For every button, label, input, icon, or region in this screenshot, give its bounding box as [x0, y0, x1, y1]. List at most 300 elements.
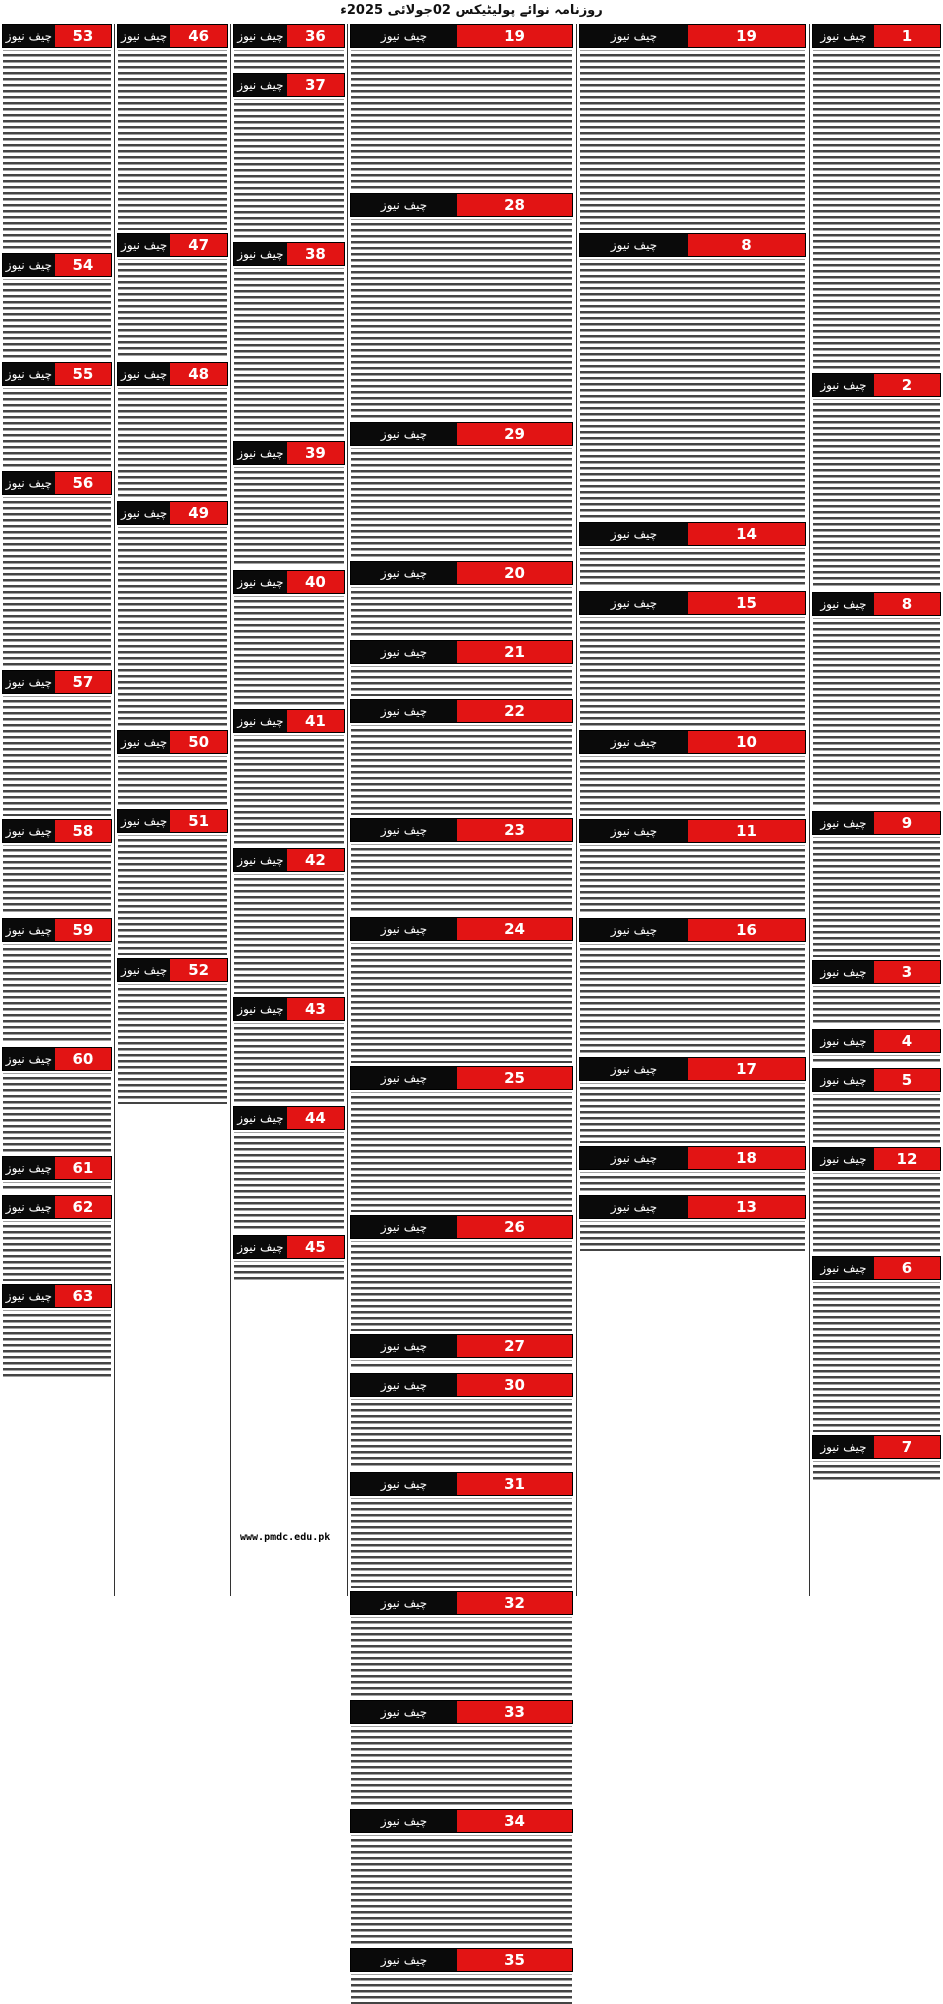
news-label: چیف نیوز — [234, 571, 287, 593]
news-label: چیف نیوز — [813, 1030, 874, 1052]
news-body-text — [579, 48, 806, 230]
news-item — [579, 918, 806, 1054]
news-number: 9 — [874, 812, 940, 834]
news-item — [2, 670, 112, 816]
news-body-text — [350, 1090, 573, 1212]
news-number: 51 — [170, 810, 227, 832]
news-body-text — [233, 1130, 345, 1232]
news-body-text — [2, 495, 112, 667]
news-body-text — [233, 465, 345, 567]
news-item-header — [350, 24, 573, 48]
news-item — [350, 24, 573, 190]
news-number: 50 — [170, 731, 227, 753]
news-item-header — [579, 591, 806, 615]
news-label: چیف نیوز — [118, 234, 170, 256]
news-body-text — [2, 386, 112, 468]
news-label: چیف نیوز — [351, 562, 457, 584]
news-label: چیف نیوز — [580, 592, 688, 614]
news-number: 39 — [287, 442, 344, 464]
news-body-text — [350, 1358, 573, 1370]
news-item — [233, 1235, 345, 1281]
news-number: 54 — [55, 254, 111, 276]
news-body-text — [2, 694, 112, 816]
news-number: 36 — [287, 25, 344, 47]
news-item — [350, 561, 573, 637]
news-item — [117, 958, 228, 1104]
news-column-3 — [350, 24, 573, 1969]
news-item — [2, 819, 112, 915]
column-divider — [576, 24, 577, 1596]
news-item-header — [350, 1809, 573, 1833]
news-number: 29 — [457, 423, 572, 445]
news-label: چیف نیوز — [118, 363, 170, 385]
news-body-text — [2, 843, 112, 915]
news-label: چیف نیوز — [351, 25, 457, 47]
column-divider — [809, 24, 810, 1596]
news-body-text — [233, 97, 345, 239]
news-item — [233, 848, 345, 994]
news-body-text — [350, 723, 573, 815]
news-column-5 — [233, 24, 345, 1596]
news-label: چیف نیوز — [813, 812, 874, 834]
news-body-text — [579, 546, 806, 588]
news-item — [117, 233, 228, 359]
news-item-header — [579, 522, 806, 546]
news-number: 46 — [170, 25, 227, 47]
news-item — [579, 233, 806, 519]
news-body-text — [117, 525, 228, 727]
news-item — [233, 1106, 345, 1232]
news-label: چیف نیوز — [580, 731, 688, 753]
news-item — [579, 730, 806, 816]
news-number: 26 — [457, 1216, 572, 1238]
news-number: 5 — [874, 1069, 940, 1091]
news-item — [812, 373, 941, 589]
news-label: چیف نیوز — [351, 1374, 457, 1396]
news-item — [2, 253, 112, 359]
news-item-header — [233, 848, 345, 872]
news-number: 56 — [55, 472, 111, 494]
news-body-text — [233, 1021, 345, 1103]
news-body-text — [579, 615, 806, 727]
news-label: چیف نیوز — [234, 849, 287, 871]
news-item — [579, 1195, 806, 1251]
news-item-header — [2, 1195, 112, 1219]
news-label: چیف نیوز — [351, 918, 457, 940]
news-column-7 — [2, 24, 112, 1596]
news-label: چیف نیوز — [351, 819, 457, 841]
news-column-6 — [117, 24, 228, 1596]
news-label: چیف نیوز — [580, 234, 688, 256]
news-label: چیف نیوز — [351, 641, 457, 663]
news-item-header — [233, 1235, 345, 1259]
news-item — [350, 1215, 573, 1331]
column-divider — [347, 24, 348, 1596]
news-label: چیف نیوز — [351, 1335, 457, 1357]
news-item-header — [812, 1256, 941, 1280]
news-number: 2 — [874, 374, 940, 396]
news-label: چیف نیوز — [351, 1592, 457, 1614]
news-item — [350, 1591, 573, 1697]
news-number: 49 — [170, 502, 227, 524]
news-label: چیف نیوز — [118, 959, 170, 981]
news-item — [579, 522, 806, 588]
news-item-header — [812, 373, 941, 397]
news-item-header — [812, 1029, 941, 1053]
news-label: چیف نیوز — [234, 998, 287, 1020]
news-body-text — [579, 754, 806, 816]
news-label: چیف نیوز — [3, 1157, 55, 1179]
news-label: چیف نیوز — [813, 1436, 874, 1458]
news-item-header — [579, 1146, 806, 1170]
news-body-text — [233, 1259, 345, 1281]
news-item — [233, 709, 345, 845]
news-item-header — [2, 819, 112, 843]
news-item-header — [350, 1948, 573, 1972]
news-item-header — [350, 1373, 573, 1397]
news-column-2 — [579, 24, 806, 1596]
news-body-text — [812, 1171, 941, 1253]
news-body-text — [350, 446, 573, 558]
news-number: 40 — [287, 571, 344, 593]
news-label: چیف نیوز — [234, 710, 287, 732]
news-item — [350, 699, 573, 815]
news-body-text — [2, 1219, 112, 1281]
news-item-header — [2, 362, 112, 386]
news-number: 27 — [457, 1335, 572, 1357]
news-item-header — [117, 233, 228, 257]
news-item — [812, 1256, 941, 1432]
news-body-text — [812, 397, 941, 589]
news-item-header — [350, 422, 573, 446]
news-number: 20 — [457, 562, 572, 584]
news-label: چیف نیوز — [3, 820, 55, 842]
news-body-text — [812, 48, 941, 370]
news-body-text — [350, 842, 573, 914]
news-body-text — [350, 48, 573, 190]
news-item-header — [117, 24, 228, 48]
news-body-text — [350, 1496, 573, 1588]
news-item — [350, 1334, 573, 1370]
news-item — [579, 591, 806, 727]
news-item-header — [117, 730, 228, 754]
news-label: چیف نیوز — [118, 25, 170, 47]
news-number: 11 — [688, 820, 805, 842]
news-body-text — [2, 277, 112, 359]
news-item-header — [233, 709, 345, 733]
news-body-text — [350, 1833, 573, 1945]
news-item — [812, 1029, 941, 1065]
news-body-text — [233, 872, 345, 994]
news-item-header — [579, 24, 806, 48]
news-item-header — [233, 24, 345, 48]
news-item — [2, 1195, 112, 1281]
news-item — [812, 1435, 941, 1481]
news-label: چیف نیوز — [3, 254, 55, 276]
news-item — [117, 362, 228, 498]
news-number: 53 — [55, 25, 111, 47]
news-number: 7 — [874, 1436, 940, 1458]
news-item-header — [2, 1156, 112, 1180]
news-item — [117, 24, 228, 230]
news-item-header — [117, 362, 228, 386]
news-body-text — [812, 1459, 941, 1481]
news-label: چیف نیوز — [3, 25, 55, 47]
news-item — [117, 501, 228, 727]
news-item — [2, 1156, 112, 1192]
news-label: چیف نیوز — [813, 1069, 874, 1091]
news-number: 61 — [55, 1157, 111, 1179]
news-item-header — [350, 1472, 573, 1496]
news-item-header — [2, 918, 112, 942]
news-item — [233, 570, 345, 706]
news-item — [812, 592, 941, 808]
news-item-header — [233, 73, 345, 97]
news-item-header — [117, 501, 228, 525]
news-item-header — [350, 917, 573, 941]
news-item-header — [350, 193, 573, 217]
news-item — [579, 1057, 806, 1143]
news-label: چیف نیوز — [351, 194, 457, 216]
news-item — [812, 811, 941, 957]
news-number: 19 — [457, 25, 572, 47]
column-divider — [114, 24, 115, 1596]
news-number: 1 — [874, 25, 940, 47]
news-body-text — [233, 266, 345, 438]
news-item-header — [350, 1215, 573, 1239]
news-body-text — [117, 48, 228, 230]
news-item-header — [812, 1068, 941, 1092]
news-label: چیف نیوز — [580, 1147, 688, 1169]
news-label: چیف نیوز — [3, 1285, 55, 1307]
news-number: 57 — [55, 671, 111, 693]
news-number: 63 — [55, 1285, 111, 1307]
news-item-header — [2, 471, 112, 495]
news-body-text — [812, 616, 941, 808]
news-item — [350, 193, 573, 419]
news-item-header — [350, 1591, 573, 1615]
news-number: 60 — [55, 1048, 111, 1070]
news-item-header — [233, 242, 345, 266]
news-body-text — [2, 942, 112, 1044]
news-label: چیف نیوز — [118, 810, 170, 832]
news-item-header — [812, 811, 941, 835]
news-body-text — [812, 835, 941, 957]
news-label: چیف نیوز — [351, 1067, 457, 1089]
news-number: 16 — [688, 919, 805, 941]
news-item-header — [350, 699, 573, 723]
news-number: 55 — [55, 363, 111, 385]
news-item-header — [350, 1066, 573, 1090]
news-item-header — [2, 253, 112, 277]
news-body-text — [812, 1053, 941, 1065]
news-number: 44 — [287, 1107, 344, 1129]
news-number: 43 — [287, 998, 344, 1020]
news-item — [579, 819, 806, 915]
news-body-text — [812, 984, 941, 1026]
news-item-header — [233, 441, 345, 465]
news-label: چیف نیوز — [580, 919, 688, 941]
news-number: 48 — [170, 363, 227, 385]
news-number: 58 — [55, 820, 111, 842]
news-number: 8 — [688, 234, 805, 256]
news-number: 62 — [55, 1196, 111, 1218]
news-item-header — [233, 997, 345, 1021]
news-body-text — [2, 48, 112, 250]
masthead: روزنامہ نوائے پولیٹیکس 02جولائی 2025ء — [340, 3, 603, 18]
news-body-text — [2, 1180, 112, 1192]
news-item — [2, 24, 112, 250]
news-body-text — [350, 1239, 573, 1331]
news-label: چیف نیوز — [351, 1473, 457, 1495]
news-number: 32 — [457, 1592, 572, 1614]
news-label: چیف نیوز — [580, 1058, 688, 1080]
news-label: چیف نیوز — [813, 961, 874, 983]
news-number: 10 — [688, 731, 805, 753]
news-body-text — [350, 664, 573, 696]
news-item-header — [579, 1195, 806, 1219]
news-number: 15 — [688, 592, 805, 614]
news-item — [812, 1147, 941, 1253]
news-number: 28 — [457, 194, 572, 216]
news-label: چیف نیوز — [351, 1810, 457, 1832]
news-body-text — [117, 386, 228, 498]
news-body-text — [579, 942, 806, 1054]
news-item-header — [350, 640, 573, 664]
news-item-header — [117, 958, 228, 982]
news-item-header — [579, 918, 806, 942]
news-item-header — [2, 670, 112, 694]
news-label: چیف نیوز — [118, 502, 170, 524]
news-item — [350, 818, 573, 914]
news-label: چیف نیوز — [234, 442, 287, 464]
news-item — [350, 422, 573, 558]
news-body-text — [233, 48, 345, 70]
news-number: 21 — [457, 641, 572, 663]
news-item-header — [579, 819, 806, 843]
news-item — [2, 1284, 112, 1380]
news-label: چیف نیوز — [813, 1148, 874, 1170]
news-number: 45 — [287, 1236, 344, 1258]
news-body-text — [2, 1071, 112, 1153]
news-item — [2, 1047, 112, 1153]
news-body-text — [579, 843, 806, 915]
news-body-text — [233, 594, 345, 706]
news-number: 23 — [457, 819, 572, 841]
news-item — [233, 24, 345, 70]
news-item — [579, 1146, 806, 1192]
website-url[interactable]: www.pmdc.edu.pk — [236, 1530, 334, 1545]
news-number: 35 — [457, 1949, 572, 1971]
news-label: چیف نیوز — [3, 671, 55, 693]
news-item — [579, 24, 806, 230]
news-label: چیف نیوز — [3, 363, 55, 385]
news-body-text — [812, 1280, 941, 1432]
news-label: چیف نیوز — [118, 731, 170, 753]
news-label: چیف نیوز — [813, 593, 874, 615]
news-item-header — [2, 24, 112, 48]
news-number: 42 — [287, 849, 344, 871]
news-item-header — [350, 818, 573, 842]
news-item-header — [117, 809, 228, 833]
news-item-header — [812, 960, 941, 984]
news-number: 33 — [457, 1701, 572, 1723]
news-item — [350, 1809, 573, 1945]
news-number: 41 — [287, 710, 344, 732]
news-label: چیف نیوز — [234, 74, 287, 96]
news-number: 37 — [287, 74, 344, 96]
news-body-text — [579, 1170, 806, 1192]
news-body-text — [579, 257, 806, 519]
news-label: چیف نیوز — [351, 700, 457, 722]
news-label: چیف نیوز — [813, 374, 874, 396]
news-label: چیف نیوز — [813, 25, 874, 47]
news-number: 52 — [170, 959, 227, 981]
news-label: چیف نیوز — [351, 1949, 457, 1971]
news-item — [233, 997, 345, 1103]
news-label: چیف نیوز — [3, 472, 55, 494]
news-number: 8 — [874, 593, 940, 615]
news-item-header — [350, 1334, 573, 1358]
news-label: چیف نیوز — [234, 1107, 287, 1129]
news-body-text — [579, 1081, 806, 1143]
news-label: چیف نیوز — [234, 1236, 287, 1258]
news-number: 59 — [55, 919, 111, 941]
news-body-text — [350, 1724, 573, 1806]
news-item — [2, 918, 112, 1044]
news-item-header — [350, 561, 573, 585]
news-item — [350, 1948, 573, 2004]
news-label: چیف نیوز — [3, 919, 55, 941]
news-item — [233, 73, 345, 239]
news-body-text — [812, 1092, 941, 1144]
news-number: 17 — [688, 1058, 805, 1080]
news-number: 19 — [688, 25, 805, 47]
news-body-text — [350, 941, 573, 1063]
news-label: چیف نیوز — [234, 243, 287, 265]
news-item — [2, 362, 112, 468]
news-item — [812, 24, 941, 370]
news-number: 12 — [874, 1148, 940, 1170]
news-item-header — [233, 570, 345, 594]
news-item — [812, 960, 941, 1026]
news-item — [350, 1700, 573, 1806]
news-body-text — [117, 982, 228, 1104]
news-item-header — [579, 730, 806, 754]
news-body-text — [2, 1308, 112, 1380]
news-number: 3 — [874, 961, 940, 983]
news-item — [117, 730, 228, 806]
news-body-text — [233, 733, 345, 845]
news-body-text — [117, 257, 228, 359]
news-label: چیف نیوز — [580, 523, 688, 545]
news-number: 13 — [688, 1196, 805, 1218]
news-item — [233, 242, 345, 438]
column-divider — [230, 24, 231, 1596]
news-item-header — [812, 1147, 941, 1171]
news-body-text — [350, 1397, 573, 1469]
news-item-header — [579, 1057, 806, 1081]
news-number: 47 — [170, 234, 227, 256]
news-label: چیف نیوز — [3, 1196, 55, 1218]
news-number: 18 — [688, 1147, 805, 1169]
news-number: 31 — [457, 1473, 572, 1495]
news-body-text — [350, 1615, 573, 1697]
news-body-text — [350, 217, 573, 419]
news-item — [350, 1373, 573, 1469]
news-label: چیف نیوز — [3, 1048, 55, 1070]
news-item — [2, 471, 112, 667]
